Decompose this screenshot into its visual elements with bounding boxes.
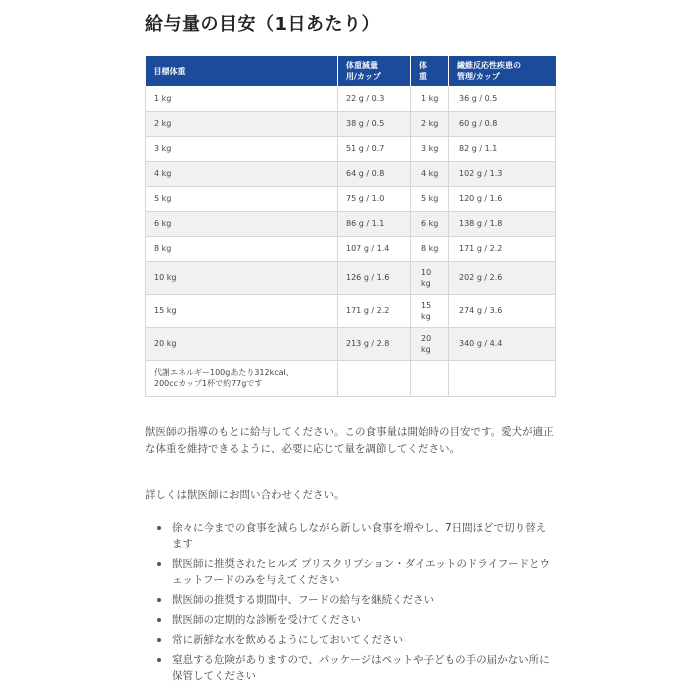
cell-fiber-responsive: 60 g / 0.8 [449,111,556,136]
cell-fiber-responsive: 102 g / 1.3 [449,161,556,186]
list-item [145,556,555,588]
cell-weight: 2 kg [411,111,449,136]
instruction-paragraph: 獣医師の指導のもとに給与してください。この食事量は開始時の目安です。愛犬が適正な体重を維持できるように、必要に応じて量を調節してください。 [145,426,554,455]
cell-fiber-responsive: 120 g / 1.6 [449,186,556,211]
table-footnote: 代謝エネルギー100gあたり312kcal、 200ccカップ1杯で約77gです [146,360,338,396]
header-target-weight: 目標体重 [146,56,338,86]
table-row [146,161,556,186]
cell-weight-loss: 171 g / 2.2 [338,294,411,327]
tips-list [145,520,555,688]
cell-weight-loss: 64 g / 0.8 [338,161,411,186]
tip-text: 窒息する危険がありますので、パッケージはペットや子どもの手の届かない所に保管してください [172,654,550,682]
cell-fiber-responsive: 171 g / 2.2 [449,236,556,261]
cell-weight-loss: 38 g / 0.5 [338,111,411,136]
cell-fiber-responsive: 274 g / 3.6 [449,294,556,327]
table-footnote-row [146,360,556,396]
table-row [146,327,556,360]
list-item [145,520,555,552]
bullet-icon [157,562,161,566]
contact-paragraph: 詳しくは獣医師にお問い合わせください。 [145,489,345,501]
table-row [146,186,556,211]
cell-target-weight: 3 kg [146,136,338,161]
cell-fiber-responsive: 202 g / 2.6 [449,261,556,294]
bullet-icon [157,526,161,530]
header-fiber-responsive: 繊維反応性疾患の 管理/カップ [449,56,556,86]
cell-target-weight: 6 kg [146,211,338,236]
tip-text: 獣医師に推奨されたヒルズ プリスクリプション・ダイエットのドライフードとウェットフードのみを与えてください [172,558,550,586]
page-title: 給与量の目安（1日あたり） [145,14,381,35]
list-item [145,632,555,648]
feeding-guide-table [145,56,556,397]
table-row [146,136,556,161]
cell-fiber-responsive: 138 g / 1.8 [449,211,556,236]
cell-weight-loss: 22 g / 0.3 [338,86,411,111]
cell-target-weight: 1 kg [146,86,338,111]
table-empty-cell [411,360,449,396]
table-empty-cell [338,360,411,396]
cell-weight-loss: 126 g / 1.6 [338,261,411,294]
header-weight-loss: 体重減量 用/カップ [338,56,411,86]
bullet-icon [157,658,161,662]
table-header-row [146,56,556,86]
cell-weight-loss: 86 g / 1.1 [338,211,411,236]
table-empty-cell [449,360,556,396]
list-item [145,592,555,608]
cell-weight-loss: 213 g / 2.8 [338,327,411,360]
table-row [146,86,556,111]
cell-weight: 1 kg [411,86,449,111]
cell-target-weight: 10 kg [146,261,338,294]
cell-fiber-responsive: 340 g / 4.4 [449,327,556,360]
cell-weight-loss: 75 g / 1.0 [338,186,411,211]
table-row [146,111,556,136]
cell-fiber-responsive: 82 g / 1.1 [449,136,556,161]
bullet-icon [157,598,161,602]
tip-text: 徐々に今までの食事を減らしながら新しい食事を増やし、7日間ほどで切り替えます [172,522,547,550]
cell-target-weight: 2 kg [146,111,338,136]
cell-weight: 4 kg [411,161,449,186]
cell-weight: 20 kg [411,327,449,360]
bullet-icon [157,618,161,622]
tip-text: 獣医師の推奨する期間中、フードの給与を継続ください [172,594,435,606]
tip-text: 常に新鮮な水を飲めるようにしておいてください [172,634,403,646]
cell-target-weight: 5 kg [146,186,338,211]
cell-target-weight: 20 kg [146,327,338,360]
cell-fiber-responsive: 36 g / 0.5 [449,86,556,111]
cell-weight: 3 kg [411,136,449,161]
list-item [145,612,555,628]
table-row [146,211,556,236]
cell-target-weight: 4 kg [146,161,338,186]
table-row [146,294,556,327]
cell-target-weight: 15 kg [146,294,338,327]
cell-weight: 8 kg [411,236,449,261]
table-row [146,236,556,261]
cell-weight-loss: 107 g / 1.4 [338,236,411,261]
cell-weight: 15 kg [411,294,449,327]
cell-weight: 6 kg [411,211,449,236]
table-row [146,261,556,294]
cell-weight: 5 kg [411,186,449,211]
cell-weight: 10 kg [411,261,449,294]
tip-text: 獣医師の定期的な診断を受けてください [172,614,361,626]
list-item [145,652,555,684]
cell-weight-loss: 51 g / 0.7 [338,136,411,161]
bullet-icon [157,638,161,642]
cell-target-weight: 8 kg [146,236,338,261]
header-weight: 体 重 [411,56,449,86]
